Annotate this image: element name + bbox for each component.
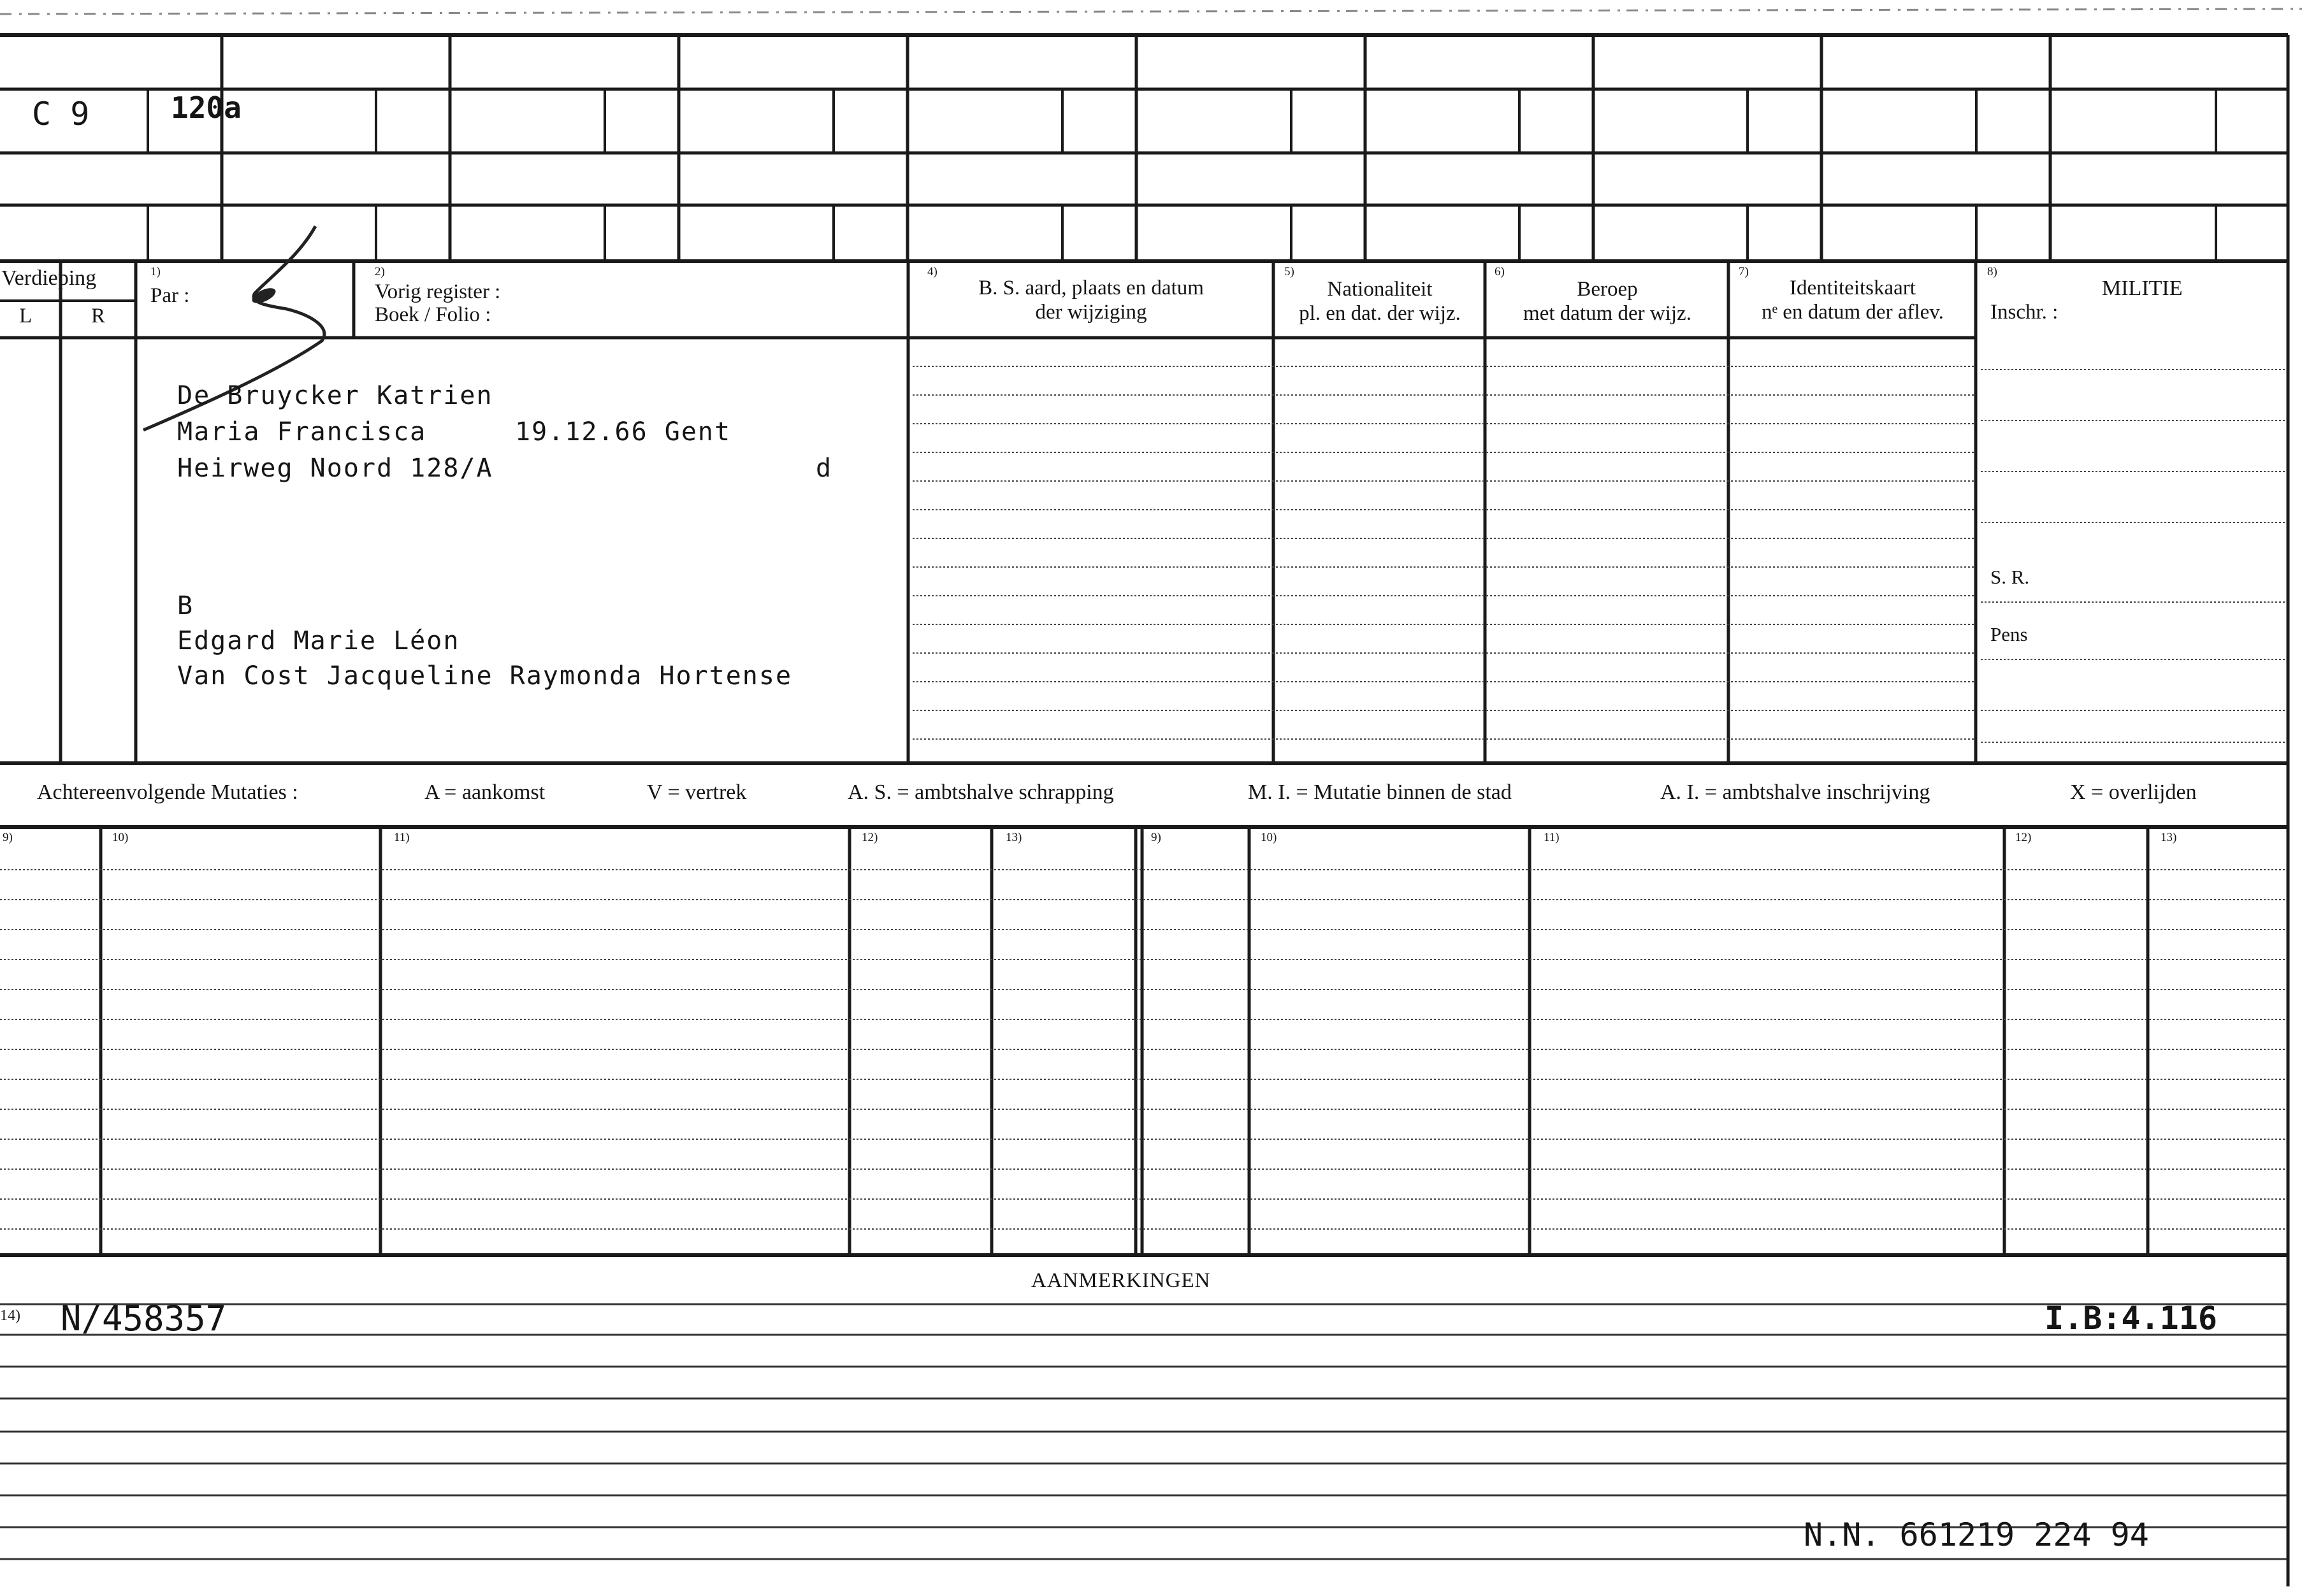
person-code: B xyxy=(177,591,194,621)
header-num-1: 1) xyxy=(150,265,161,278)
mut-col-left-13: 13) xyxy=(1006,831,1022,844)
header-identiteitskaart xyxy=(1730,277,1976,325)
person-father: Edgard Marie Léon xyxy=(177,626,460,656)
remarks-title: AANMERKINGEN xyxy=(1031,1269,1211,1292)
header-num-8: 8) xyxy=(1987,265,1997,278)
header-id-line1: Identiteitskaart xyxy=(1790,277,1916,299)
header-num-5: 5) xyxy=(1284,265,1294,278)
header-beroep-line2: met datum der wijz. xyxy=(1523,301,1691,325)
remarks-num: 14) xyxy=(0,1307,20,1324)
mut-col-right-12: 12) xyxy=(2015,831,2032,844)
person-birth: 19.12.66 Gent xyxy=(515,417,732,447)
header-bs-line2: der wijziging xyxy=(1035,300,1147,324)
mut-col-right-10: 10) xyxy=(1261,831,1277,844)
legend-ambtshalve-schrapping: A. S. = ambtshalve schrapping xyxy=(848,780,1114,804)
remarks-nn-number: N.N. 661219 224 94 xyxy=(1804,1516,2149,1553)
mut-col-left-11: 11) xyxy=(394,831,410,844)
header-nat-line2: pl. en dat. der wijz. xyxy=(1299,301,1461,325)
header-id-line2: nᵉ en datum der aflev. xyxy=(1762,300,1944,324)
legend-aankomst: A = aankomst xyxy=(424,780,546,804)
header-beroep xyxy=(1486,278,1728,326)
mutations-title: Achtereenvolgende Mutaties : xyxy=(37,780,298,804)
header-par: Par : xyxy=(150,284,190,307)
legend-ambtshalve-inschrijving: A. I. = ambtshalve inschrijving xyxy=(1660,780,1930,804)
label-sr: S. R. xyxy=(1990,566,2030,588)
header-num-2: 2) xyxy=(375,265,385,278)
header-nationaliteit xyxy=(1275,278,1485,326)
person-address: Heirweg Noord 128/A xyxy=(177,454,493,483)
header-num-4: 4) xyxy=(927,265,937,278)
mut-col-right-9: 9) xyxy=(1151,831,1161,844)
mut-col-right-11: 11) xyxy=(1544,831,1560,844)
header-num-7: 7) xyxy=(1739,265,1749,278)
person-mark: d xyxy=(816,454,833,483)
header-left: L xyxy=(19,305,33,327)
mut-col-left-9: 9) xyxy=(3,831,13,844)
header-right: R xyxy=(91,305,106,327)
header-num-6: 6) xyxy=(1495,265,1505,278)
header-bs xyxy=(910,277,1272,325)
person-name: De Bruycker Katrien xyxy=(177,381,493,410)
header-inschr: Inschr. : xyxy=(1990,301,2059,324)
header-militie: MILITIE xyxy=(2102,277,2183,300)
header-beroep-line1: Beroep xyxy=(1577,278,1638,301)
header-nat-line1: Nationaliteit xyxy=(1327,278,1433,301)
header-bs-line1: B. S. aard, plaats en datum xyxy=(978,277,1204,299)
person-given-names: Maria Francisca xyxy=(177,417,427,447)
code-c9: C 9 xyxy=(32,96,90,133)
code-120a: 120a xyxy=(171,90,242,125)
mut-col-right-13: 13) xyxy=(2161,831,2177,844)
label-pens: Pens xyxy=(1990,623,2028,645)
remarks-reference: N/458357 xyxy=(61,1298,227,1339)
header-boek-folio: Boek / Folio : xyxy=(375,303,491,326)
legend-overlijden: X = overlijden xyxy=(2070,780,2197,804)
legend-vertrek: V = vertrek xyxy=(647,780,747,804)
person-mother: Van Cost Jacqueline Raymonda Hortense xyxy=(177,661,793,691)
mut-col-left-10: 10) xyxy=(112,831,129,844)
header-verdieping: Verdieping xyxy=(1,266,97,290)
legend-mutatie-binnen-stad: M. I. = Mutatie binnen de stad xyxy=(1248,780,1512,804)
header-vorig-register: Vorig register : xyxy=(375,280,501,303)
mut-col-left-12: 12) xyxy=(862,831,878,844)
remarks-ib-number: I.B:4.116 xyxy=(2045,1300,2217,1337)
